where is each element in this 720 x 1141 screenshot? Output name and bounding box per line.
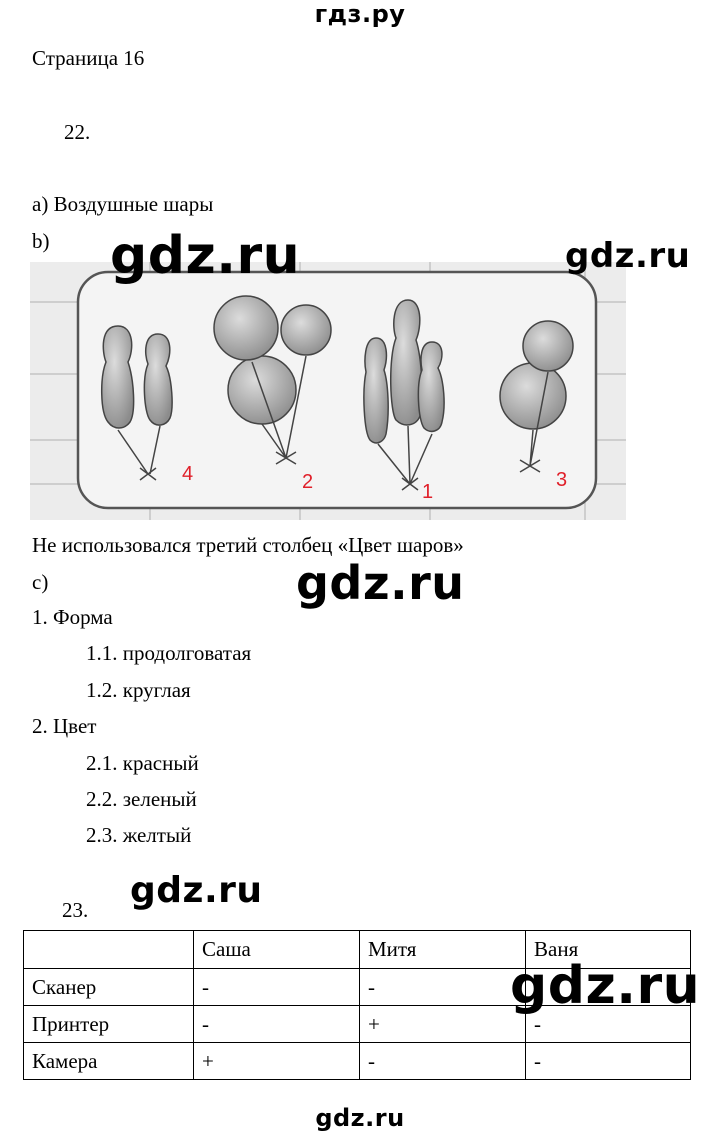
table-cell: Принтер: [24, 1006, 194, 1043]
balloons-figure: [30, 262, 626, 520]
watermark: gdz.ru: [296, 556, 465, 610]
table-cell: +: [360, 1006, 526, 1043]
table-cell: +: [194, 1043, 360, 1080]
table-header-cell: Митя: [360, 931, 526, 969]
classification-level-2: 1.1. продолговатая: [86, 641, 252, 665]
table-cell: Камера: [24, 1043, 194, 1080]
table-cell: -: [194, 1006, 360, 1043]
task-22-item-b: b): [32, 229, 50, 253]
table-header-cell: Ваня: [526, 931, 691, 969]
watermark: gdz.ru: [510, 956, 701, 1016]
task-22-number: 22.: [64, 120, 91, 144]
table-cell: Сканер: [24, 969, 194, 1006]
classification-level-2: 2.1. красный: [86, 751, 199, 775]
group-number-3: 3: [556, 469, 568, 491]
watermark: gdz.ru: [130, 870, 263, 911]
classification-level-2: 2.2. зеленый: [86, 787, 197, 811]
task-22-item-a: a) Воздушные шары: [32, 192, 214, 216]
classification-level-1: 1. Форма: [32, 605, 113, 629]
table-header-cell: [24, 931, 194, 969]
classification-level-2: 2.3. желтый: [86, 823, 192, 847]
table-cell: -: [194, 969, 360, 1006]
group-number-1: 1: [422, 481, 434, 503]
table-cell: -: [526, 1006, 691, 1043]
table-cell: -: [526, 1043, 691, 1080]
table-cell: -: [360, 1043, 526, 1080]
group-number-4: 4: [182, 463, 194, 485]
watermark: gdz.ru: [110, 226, 301, 286]
task-23-number: 23.: [62, 898, 89, 922]
page-label: Страница 16: [32, 46, 145, 70]
table-header-cell: Саша: [194, 931, 360, 969]
table-cell: -: [360, 969, 526, 1006]
group-number-2: 2: [302, 471, 314, 493]
watermark: gdz.ru: [565, 236, 691, 276]
task-22-note: Не использовался третий столбец «Цвет шаров»: [32, 533, 464, 557]
task-22-item-c: c): [32, 570, 49, 594]
site-footer-watermark: gdz.ru: [315, 1104, 405, 1132]
site-header-watermark: гдз.ру: [314, 0, 406, 28]
classification-level-1: 2. Цвет: [32, 714, 97, 738]
classification-level-2: 1.2. круглая: [86, 678, 191, 702]
table-row: [24, 1043, 691, 1080]
